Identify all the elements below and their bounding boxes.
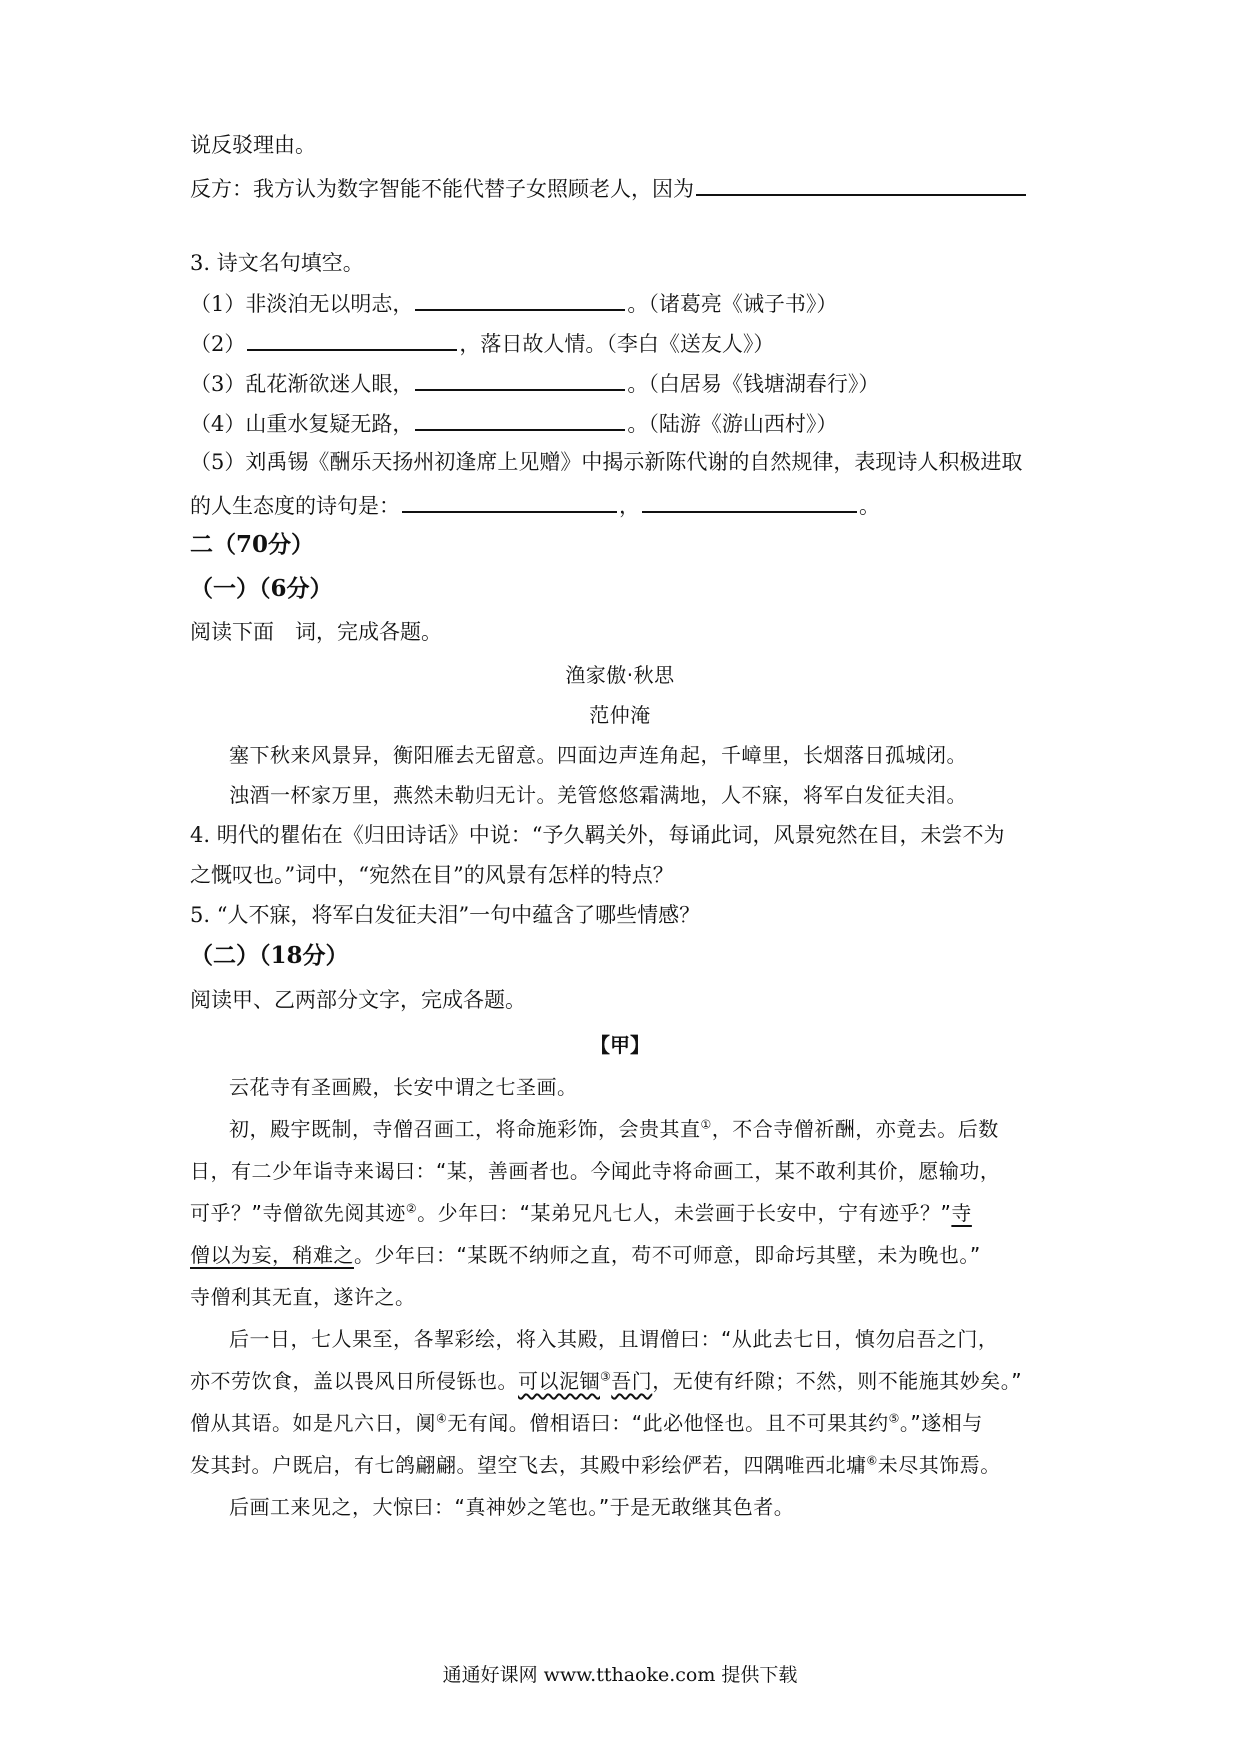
question-item: [190, 900, 700, 930]
passage-line: [190, 1282, 416, 1312]
text: 后一日，七人果至，各挈彩绘，将入其殿，且谓僧曰：“从此去七日，慎勿启吾之门，: [229, 1327, 999, 1351]
question-item: [190, 820, 1004, 850]
text: 亦不劳饮食，盖以畏风日所侵铄也。: [190, 1369, 518, 1393]
question-item: [190, 287, 837, 319]
passage-line: [190, 1240, 981, 1270]
text: 4. 明代的瞿佑在《归田诗话》中说：“予久羁关外，每诵此词，风景宛然在目，未尝不为: [190, 823, 1005, 847]
text: 。（白居易《钱塘湖春行》）: [627, 372, 880, 396]
wavy-underlined-text: 可以泥锢: [518, 1369, 600, 1393]
text: ，落日故人情。（李白《送友人》）: [459, 332, 775, 356]
text: 。（陆游《游山西村》）: [627, 412, 838, 436]
instruction: [190, 617, 442, 647]
poem-line: [229, 740, 967, 770]
text: 的人生态度的诗句是：: [190, 494, 400, 518]
text: 5. “人不寐，将军白发征夫泪”一句中蕴含了哪些情感？: [190, 903, 701, 927]
answer-blank[interactable]: [415, 407, 625, 431]
page-footer: 通通好课网 www.tthaoke.com 提供下载: [442, 1664, 798, 1686]
text: 之慨叹也。”词中，“宛然在目”的风景有怎样的特点？: [190, 863, 674, 887]
text: 塞下秋来风景异，衡阳雁去无留意。四面边声连角起，千嶂里，长烟落日孤城闭。: [229, 743, 967, 767]
text: 渔家傲·秋思: [565, 663, 675, 687]
wavy-underlined-text: 吾门: [611, 1369, 653, 1393]
text: ，: [619, 494, 640, 518]
text: 说反驳理由。: [190, 133, 316, 157]
question-item: [190, 447, 1022, 477]
footnote-marker: ①: [700, 1117, 712, 1132]
text: （一）（6分）: [190, 575, 333, 602]
passage-line: [229, 1492, 794, 1522]
passage-line: [190, 1408, 983, 1438]
passage-line: [190, 1198, 972, 1228]
text: 后画工来见之，大惊曰：“真神妙之笔也。”于是无敢继其色者。: [229, 1495, 795, 1519]
text: 阅读下面 词，完成各题。: [190, 620, 442, 644]
text: 僧从其语。如是凡六日，阒: [190, 1411, 436, 1435]
text: 寺僧利其无直，遂许之。: [190, 1285, 416, 1309]
answer-blank[interactable]: [415, 287, 625, 311]
text: （3）乱花渐欲迷人眼，: [190, 372, 414, 396]
footnote-marker: ②: [405, 1201, 418, 1216]
footnote-marker: ⑥: [866, 1453, 878, 1468]
text: 二（70分）: [190, 531, 315, 558]
passage-label: [0, 1030, 1240, 1060]
text: 云花寺有圣画殿，长安中谓之七圣画。: [229, 1075, 578, 1099]
answer-blank[interactable]: [415, 367, 625, 391]
subsection-heading: [190, 941, 349, 971]
text: 。”遂相与: [899, 1411, 983, 1435]
footnote-marker: ④: [436, 1411, 448, 1426]
answer-blank[interactable]: [402, 489, 617, 513]
text: 日，有二少年诣寺来谒曰：“某，善画者也。今闻此寺将命画工，某不敢利其价，愿输功，: [190, 1159, 1001, 1183]
text: 。少年曰：“某既不纳师之直，苟不可师意，即命圬其壁，未为晚也。”: [354, 1243, 981, 1267]
text: 。（诸葛亮《诫子书》）: [627, 292, 838, 316]
passage-line: [229, 1072, 578, 1102]
footnote-marker: ③: [600, 1369, 612, 1384]
underlined-text: 僧以为妄，稍难之: [190, 1243, 354, 1267]
text: 【甲】: [590, 1033, 650, 1057]
answer-blank[interactable]: [247, 327, 457, 351]
text: （5）刘禹锡《酬乐天扬州初逢席上见赠》中揭示新陈代谢的自然规律，表现诗人积极进取: [190, 450, 1023, 474]
subsection-heading: [190, 574, 333, 604]
text: ，无使有纤隙；不然，则不能施其妙矣。”: [652, 1369, 1023, 1393]
question-item: [190, 489, 880, 521]
footnote-marker: ⑤: [888, 1411, 900, 1426]
text-line: [190, 172, 1028, 204]
text: 反方：我方认为数字智能不能代替子女照顾老人，因为: [190, 177, 694, 201]
text: ，不合寺僧祈酬，亦竟去。后数: [711, 1117, 999, 1141]
text: 未尽其饰焉。: [877, 1453, 1001, 1477]
text: （二）（18分）: [190, 942, 349, 969]
text: 无有闻。僧相语曰：“此必他怪也。且不可果其约: [447, 1411, 889, 1435]
passage-line: [190, 1156, 1000, 1186]
answer-blank[interactable]: [642, 489, 857, 513]
poem-title: [0, 660, 1240, 690]
answer-blank[interactable]: [696, 172, 1026, 196]
instruction: [190, 985, 526, 1015]
text: 范仲淹: [589, 703, 651, 727]
text: 阅读甲、乙两部分文字，完成各题。: [190, 988, 526, 1012]
section-heading: [190, 530, 314, 560]
passage-line: [229, 1324, 998, 1354]
text: 。: [859, 494, 880, 518]
question-item: [190, 327, 774, 359]
poem-line: [229, 780, 967, 810]
text: 3. 诗文名句填空。: [190, 251, 364, 275]
underlined-text: 寺: [951, 1201, 972, 1225]
text: 可乎？”寺僧欲先阅其迹: [190, 1201, 406, 1225]
text: 。少年曰：“某弟兄凡七人，未尝画于长安中，宁有迹乎？”: [417, 1201, 952, 1225]
question-title: [190, 248, 364, 278]
text: 发其封。户既启，有七鸽翩翩。望空飞去，其殿中彩绘俨若，四隅唯西北墉: [190, 1453, 867, 1477]
question-item: [190, 860, 674, 890]
passage-line: [229, 1114, 999, 1144]
text: 初，殿宇既制，寺僧召画工，将命施彩饰，会贵其直: [229, 1117, 701, 1141]
text-line: [190, 130, 316, 160]
poem-author: [0, 700, 1240, 730]
passage-line: [190, 1450, 1001, 1480]
text: 浊酒一杯家万里，燕然未勒归无计。羌管悠悠霜满地，人不寐，将军白发征夫泪。: [229, 783, 967, 807]
passage-line: [190, 1366, 1022, 1396]
question-item: [190, 407, 837, 439]
text: （1）非淡泊无以明志，: [190, 292, 414, 316]
question-item: [190, 367, 879, 399]
text: （4）山重水复疑无路，: [190, 412, 414, 436]
text: （2）: [190, 332, 246, 356]
